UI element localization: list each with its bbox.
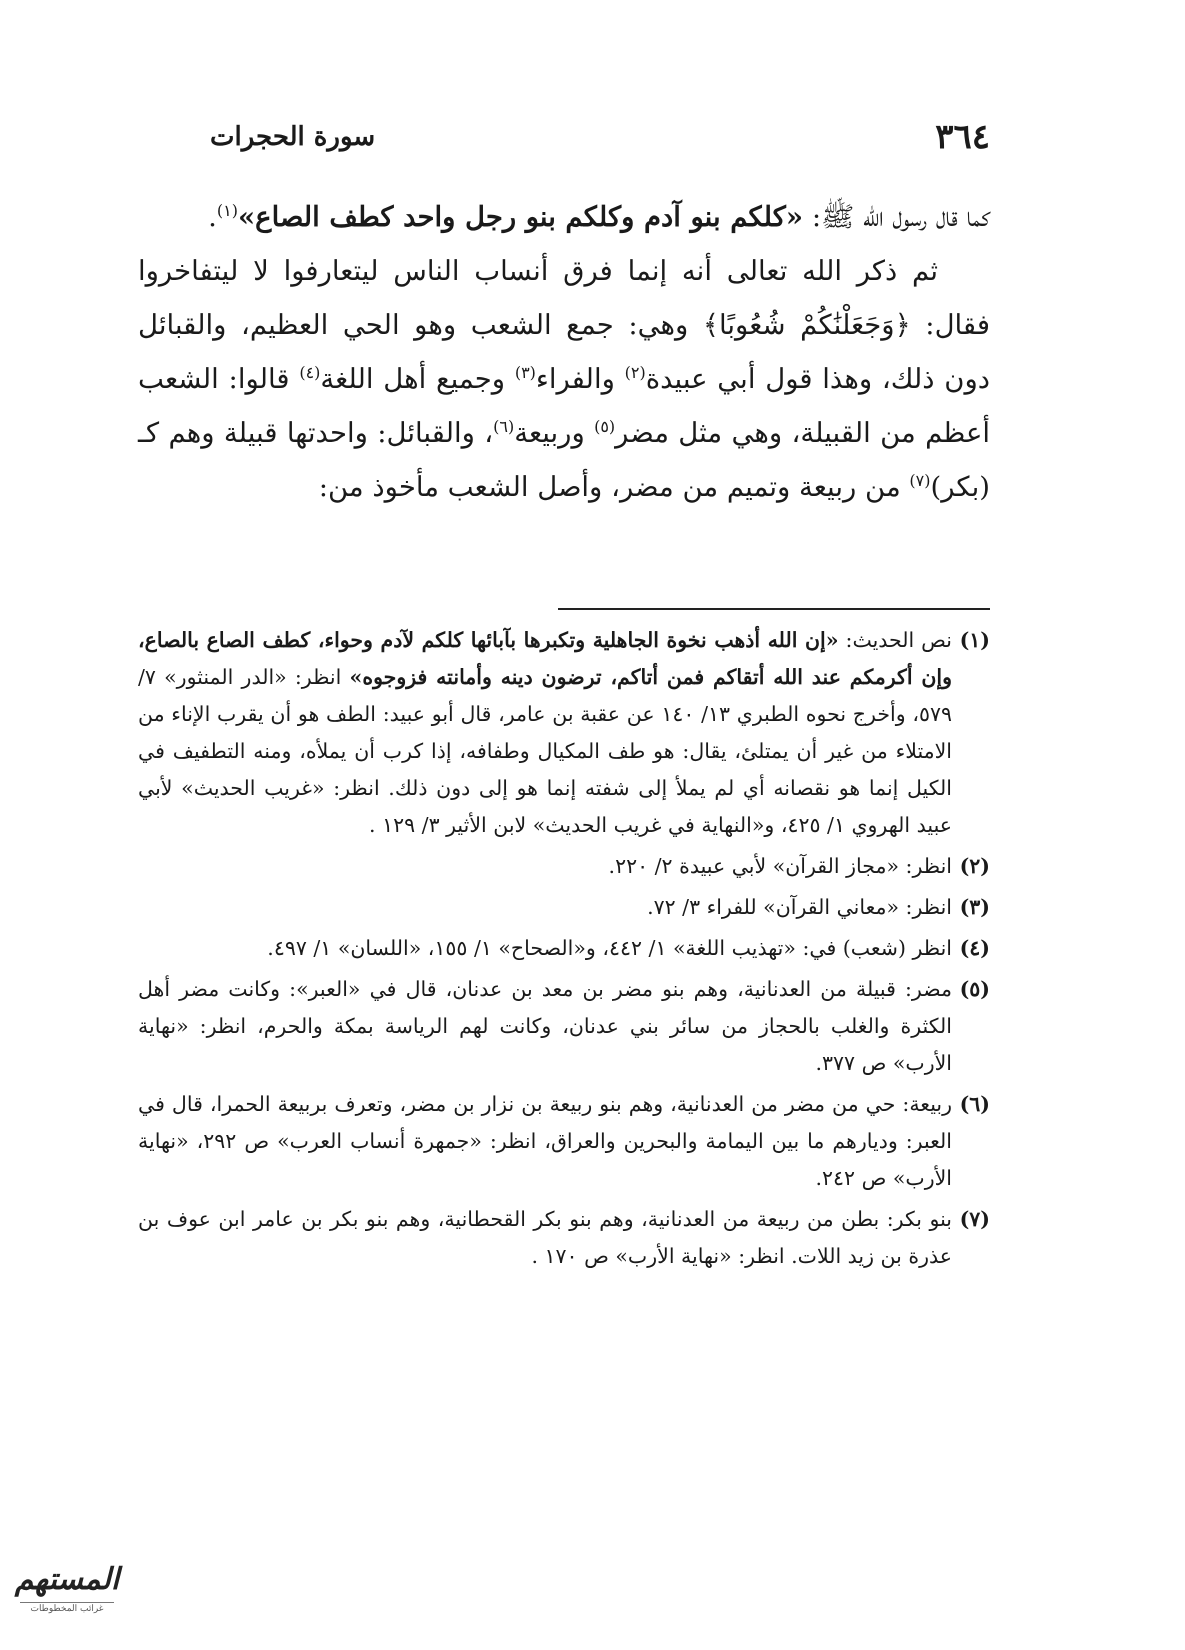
footnote-1 — [138, 622, 990, 844]
footnote-4 — [138, 930, 990, 967]
footnote-ref-4[interactable]: (٤) — [299, 362, 321, 382]
footnote-number: (٤) — [959, 936, 990, 960]
footnote-text: بنو بكر: بطن من ربيعة من العدنانية، وهم بنو بكر القحطانية، وهم بنو بكر بن عامر ابن عوف بن عذرة بن زيد اللات. انظر: «نهاية الأرب» ص ١٧٠ . — [138, 1207, 952, 1268]
footnote-text: مضر: قبيلة من العدنانية، وهم بنو مضر بن معد بن عدنان، قال في «العبر»: وكانت مضر أهل الكثرة والغلب بالحجاز من سائر بني عدنان، وكانت لهم الرياسة بمكة والحرم، انظر: «نهاية الأرب» ص ٣٧٧. — [138, 977, 952, 1075]
footnote-ref-1[interactable]: (١) — [216, 200, 238, 220]
footnote-3 — [138, 889, 990, 926]
footnote-text: ربيعة: حي من مضر من العدنانية، وهم بنو ربيعة بن نزار بن مضر، وتعرف بربيعة الحمرا، قال في العبر: وديارهم ما بين اليمامة والبحرين والعراق، انظر: «جمهرة أنساب العرب» ص ٢٩٢، «نهاية الأرب» ص ٢٤٢. — [138, 1092, 952, 1190]
footnote-ref-3[interactable]: (٣) — [514, 362, 536, 382]
footnote-text: انظر (شعب) في: «تهذيب اللغة» ١/ ٤٤٢، و«الصحاح» ١/ ١٥٥، «اللسان» ١/ ٤٩٧. — [267, 936, 952, 960]
footnote-text: انظر: «مجاز القرآن» لأبي عبيدة ٢/ ٢٢٠. — [608, 854, 952, 878]
page-number: ٣٦٤ — [935, 117, 990, 157]
footnote-divider — [558, 608, 990, 610]
footnote-text: نص الحديث: «إن الله أذهب نخوة الجاهلية وتكبرها بآبائها كلكم لآدم وحواء، كطف الصاع بالصاع، وإن أكرمكم عند الله أتقاكم فمن أتاكم، ترضون دينه وأمانته فزوجوه» انظر: «الدر المنثور» ٧/ ٥٧٩، وأخرج نحوه الطبري ١٣/ ١٤٠ عن عقبة بن عامر، قال أبو عبيد: الطف هو أن يقرب الإناء من الامتلاء من غير أن يمتلئ، يقال: هو طف المكيال وطفافه، إذا كرب أن يملأه، ومنه التطفيف في الكيل إنما هو نقصانه أي لم يملأ إلى شفته إنما هو إلى دون ذلك. انظر: «غريب الحديث» لأبي عبيد الهروي ١/ ٤٢٥، و«النهاية في غريب الحديث» لابن الأثير ٣/ ١٢٩ . — [138, 628, 952, 837]
footnote-6 — [138, 1086, 990, 1197]
footnote-number: (٦) — [959, 1092, 990, 1116]
logo-subtitle: غرائب المخطوطات — [20, 1602, 114, 1615]
surah-title: سورة الحجرات — [210, 122, 376, 152]
footnote-ref-2[interactable]: (٢) — [624, 362, 646, 382]
hadith-full-text: «إن الله أذهب نخوة الجاهلية وتكبرها بآبائها كلكم لآدم وحواء، كطف الصاع بالصاع، وإن أكرمكم عند الله أتقاكم فمن أتاكم، ترضون دينه وأمانته فزوجوه» — [138, 628, 952, 689]
footnote-7 — [138, 1201, 990, 1275]
hadith-quote: «كلكم بنو آدم وكلكم بنو رجل واحد كطف الصاع» — [237, 201, 804, 233]
quran-quote: ﴿وَجَعَلْنَٰكُمْ شُعُوبًا﴾ — [702, 309, 911, 341]
footnotes — [138, 622, 990, 1279]
logo-calligraphy: المستهم — [14, 1562, 120, 1597]
footnote-number: (٧) — [959, 1207, 990, 1231]
footnote-5 — [138, 971, 990, 1082]
paragraph-1: كما قال رسول الله ﷺ: «كلكم بنو آدم وكلكم بنو رجل واحد كطف الصاع»$^{(١)}$. — [208, 200, 990, 233]
footnote-number: (٣) — [959, 895, 990, 919]
main-text — [138, 190, 990, 514]
footnote-number: (٥) — [959, 977, 990, 1001]
footnote-ref-7[interactable]: (٧) — [909, 470, 931, 490]
page-header — [210, 112, 990, 162]
footnote-ref-6[interactable]: (٦) — [493, 416, 515, 436]
footnote-2 — [138, 848, 990, 885]
footnote-number: (١) — [959, 628, 990, 652]
footnote-number: (٢) — [959, 854, 990, 878]
publisher-logo — [6, 1560, 128, 1644]
footnote-ref-5[interactable]: (٥) — [594, 416, 616, 436]
paragraph-2: ثم ذكر الله تعالى أنه إنما فرق أنساب الناس ليتعارفوا لا ليتفاخروا فقال: ﴿وَجَعَلْنَٰكُمْ شُعُوبًا﴾ وهي: جمع الشعب وهو الحي العظيم، والقبائل دون ذلك، وهذا قول أبي عبيدة$^{(٢)}$ والفراء$^{(٣)}$ وجميع أهل اللغة$^{(٤)}$ قالوا: الشعب أعظم من القبيلة، وهي مثل مضر$^{(٥)}$ وربيعة$^{(٦)}$، والقبائل: واحدتها قبيلة وهم كـ (بكر)$^{(٧)}$ من ربيعة وتميم من مضر، وأصل الشعب مأخوذ من: — [138, 255, 991, 503]
footnote-text: انظر: «معاني القرآن» للفراء ٣/ ٧٢. — [647, 895, 952, 919]
